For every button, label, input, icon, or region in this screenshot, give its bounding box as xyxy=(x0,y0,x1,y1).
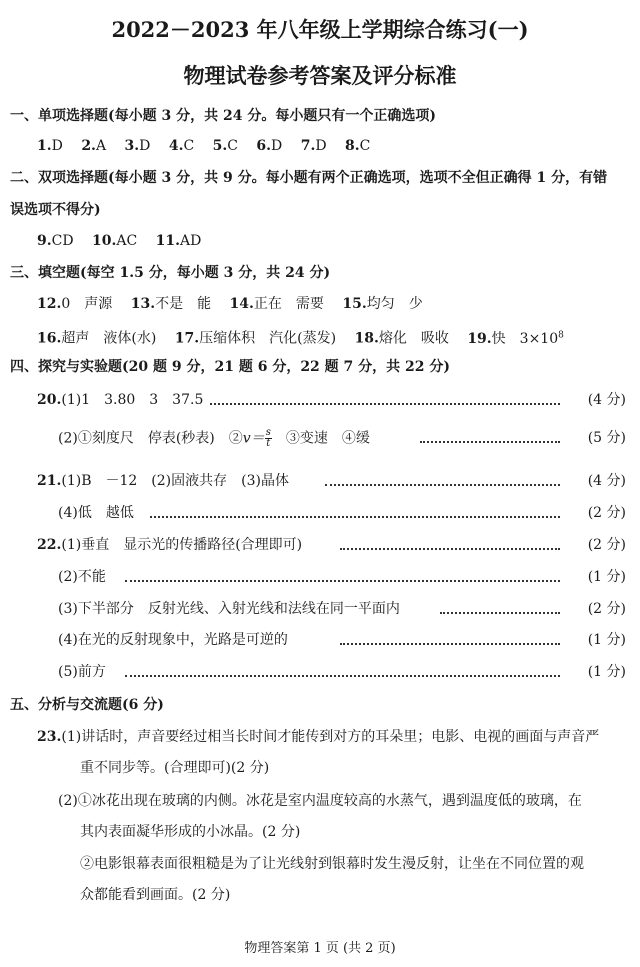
q20-part-1-row xyxy=(0,390,640,410)
q22-part-2-row xyxy=(0,567,640,587)
leader-dots xyxy=(125,580,560,582)
q23-part-1-line-2: 重不同步等。(合理即可)(2 分) xyxy=(80,760,270,776)
answer-item: 12.0 声源 xyxy=(37,296,113,312)
leader-dots xyxy=(440,612,560,614)
answer-item: 16.超声 液体(水) xyxy=(37,330,157,347)
document-subtitle: 物理试卷参考答案及评分标准 xyxy=(183,63,457,88)
section-3-answers-row-2 xyxy=(37,325,564,349)
answer-item: 5.C xyxy=(212,138,238,154)
q20-part-2-row xyxy=(0,428,640,448)
answer-item: 11.AD xyxy=(155,233,202,249)
section-2-heading-cont: 误选项不得分) xyxy=(10,202,101,218)
leader-dots xyxy=(150,516,560,518)
q21-part-2-answer: (4)低 越低 xyxy=(58,505,134,521)
q22-part-2-answer: (2)不能 xyxy=(58,569,106,585)
q22-part-3-answer: (3)下半部分 反射光线、入射光线和法线在同一平面内 xyxy=(58,601,400,617)
score-label: (2 分) xyxy=(587,601,626,617)
answer-item: 14.正在 需要 xyxy=(229,296,324,312)
q22-part-5-answer: (5)前方 xyxy=(58,664,106,680)
answer-item: 3.D xyxy=(124,138,151,154)
answer-item: 9.CD xyxy=(37,233,74,249)
q22-part-1-answer: 22.(1)垂直 显示光的传播路径(合理即可) xyxy=(37,537,303,553)
score-label: (1 分) xyxy=(587,664,626,680)
leader-dots xyxy=(125,675,560,677)
q21-part-1-answer: 21.(1)B －12 (2)固液共存 (3)晶体 xyxy=(37,473,289,489)
answer-item: 17.压缩体积 汽化(蒸发) xyxy=(174,330,337,347)
section-3-answers-row-1 xyxy=(37,294,423,314)
answer-item: 15.均匀 少 xyxy=(342,296,423,312)
score-label: (4 分) xyxy=(587,473,626,489)
answer-item: 4.C xyxy=(168,138,195,154)
q22-part-3-row xyxy=(0,599,640,619)
score-label: (2 分) xyxy=(587,505,626,521)
leader-dots xyxy=(325,484,560,486)
q20-part-1-answer: 20.(1)1 3.80 3 37.5 xyxy=(37,392,204,408)
answer-item: 1.D xyxy=(37,138,63,154)
section-3-heading: 三、填空题(每空 1.5 分，每小题 3 分，共 24 分) xyxy=(10,265,331,281)
answer-item: 10.AC xyxy=(92,233,138,249)
answer-item: 6.D xyxy=(256,138,283,154)
section-4-heading: 四、探究与实验题(20 题 9 分，21 题 6 分，22 题 7 分，共 22 分) xyxy=(10,359,451,375)
leader-dots xyxy=(210,403,560,405)
page-footer: 物理答案第 1 页 (共 2 页) xyxy=(244,941,396,956)
answer-item: 13.不是 能 xyxy=(130,296,212,312)
score-label: (1 分) xyxy=(587,632,626,648)
q23-part-2-line-1: (2)①冰花出现在玻璃的内侧。冰花是室内温度较高的水蒸气，遇到温度低的玻璃，在 xyxy=(58,793,582,809)
q23-part-1-line-1: 23.(1)讲话时，声音要经过相当长时间才能传到对方的耳朵里；电影、电视的画面与声音严 xyxy=(37,729,600,745)
q22-part-4-answer: (4)在光的反射现象中，光路是可逆的 xyxy=(58,632,288,648)
q21-part-2-row xyxy=(0,503,640,523)
answer-item: 7.D xyxy=(300,138,327,154)
document-title: 2022－2023 年八年级上学期综合练习(一) xyxy=(111,17,529,42)
section-1-heading: 一、单项选择题(每小题 3 分，共 24 分。每小题只有一个正确选项) xyxy=(10,108,436,124)
answer-item: 18.熔化 吸收 xyxy=(354,330,449,347)
score-label: (5 分) xyxy=(587,430,626,446)
answer-item: 8.C xyxy=(345,138,371,154)
section-2-answers xyxy=(37,231,201,251)
section-1-answers xyxy=(37,136,370,156)
answer-item: 19.快 $3\times 10^8$ xyxy=(467,330,564,347)
q21-part-1-row xyxy=(0,471,640,491)
section-2-heading: 二、双项选择题(每小题 3 分，共 9 分。每小题有两个正确选项，选项不全但正确得 1 分，有错 xyxy=(10,170,608,186)
q23-part-2-line-3: ②电影银幕表面很粗糙是为了让光线射到银幕时发生漫反射，让坐在不同位置的观 xyxy=(80,856,584,872)
leader-dots xyxy=(420,441,560,443)
section-5-heading: 五、分析与交流题(6 分) xyxy=(10,697,164,713)
leader-dots xyxy=(340,548,560,550)
q23-part-2-line-4: 众都能看到画面。(2 分) xyxy=(80,887,231,903)
q20-part-2-answer: (2)①刻度尺 停表(秒表) ②v＝ $\frac{s}{t}$ ③变速 ④缓 xyxy=(58,427,370,449)
q22-part-4-row xyxy=(0,630,640,650)
score-label: (4 分) xyxy=(587,392,626,408)
answer-item: 2.A xyxy=(81,138,107,154)
score-label: (2 分) xyxy=(587,537,626,553)
q22-part-5-row xyxy=(0,662,640,682)
leader-dots xyxy=(340,643,560,645)
velocity-formula-fraction: $\frac{s}{t}$ xyxy=(265,427,271,449)
q23-part-2-line-2: 其内表面凝华形成的小冰晶。(2 分) xyxy=(80,824,301,840)
score-label: (1 分) xyxy=(587,569,626,585)
q22-part-1-row xyxy=(0,535,640,555)
